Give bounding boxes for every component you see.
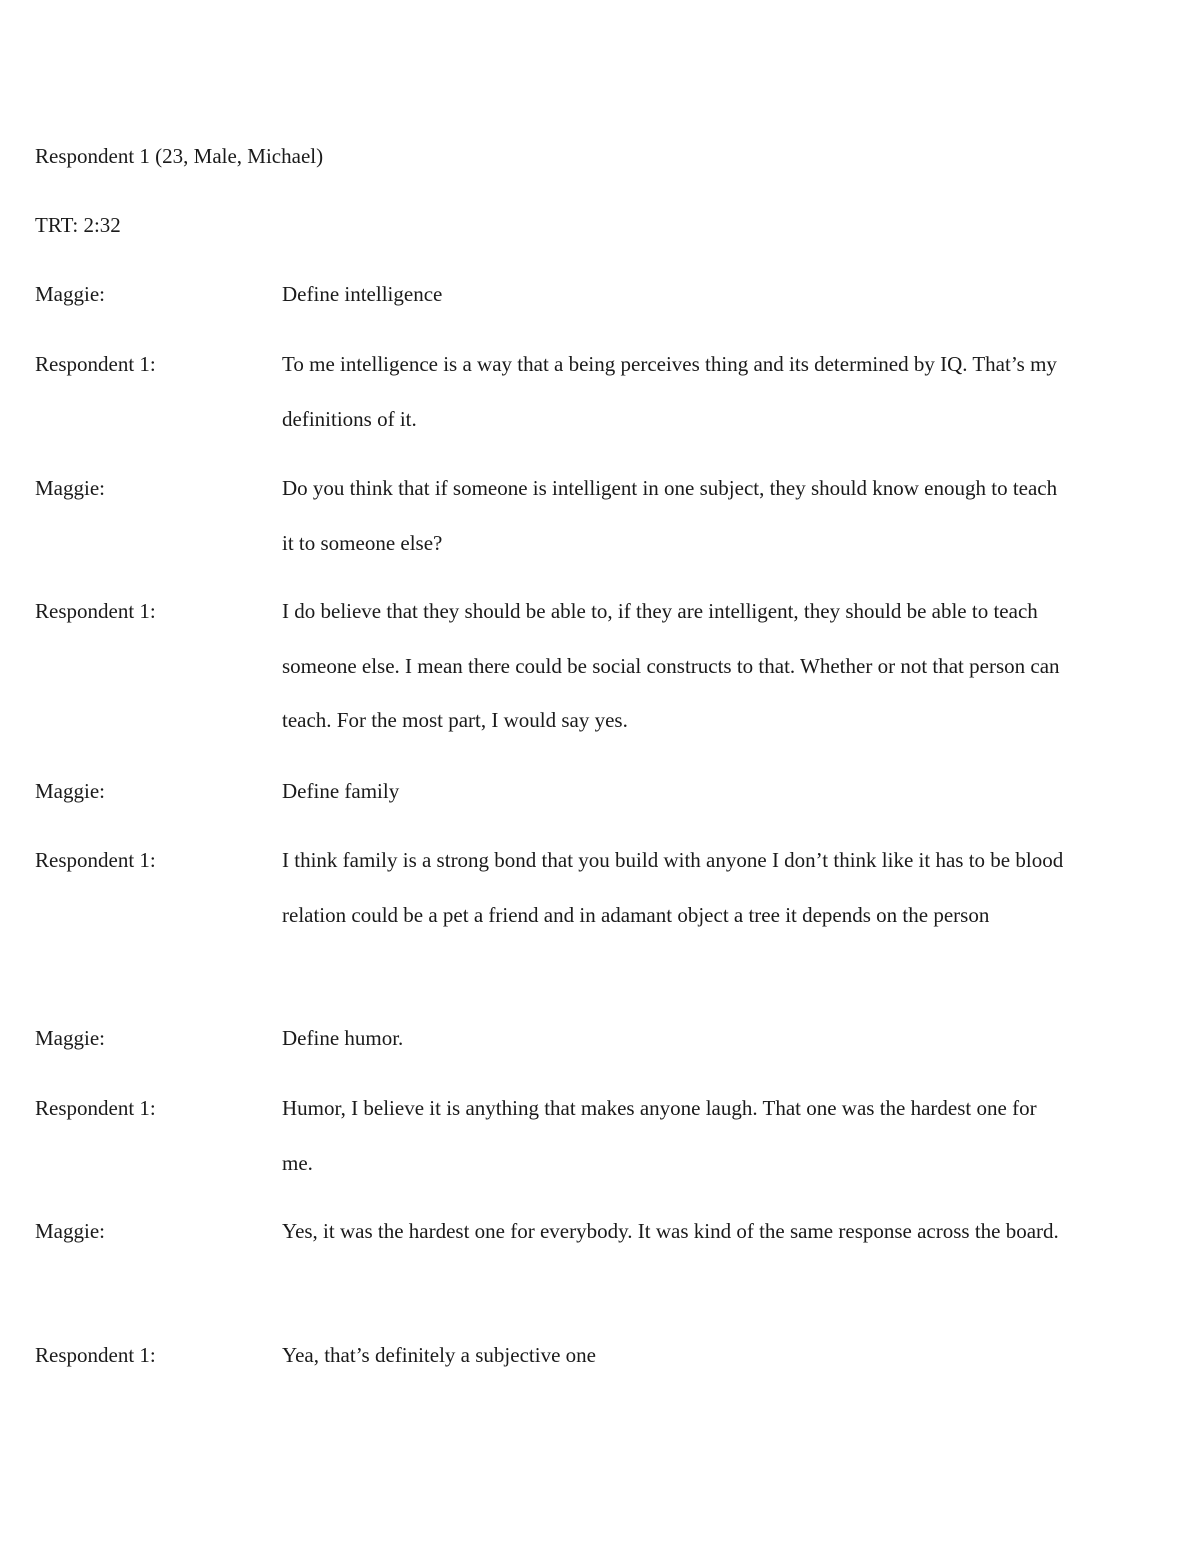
speaker-label: Respondent 1:	[35, 848, 156, 872]
trt-duration: TRT: 2:32	[35, 213, 121, 237]
speaker-label: Maggie:	[35, 1219, 105, 1243]
utterance-text: I do believe that they should be able to, if they are intelligent, they should be able to teach someone else. I mean there could be social constructs to that. Whether or not that person can teach. For the most part, I would say yes.	[282, 599, 1060, 732]
utterance-text: Define humor.	[282, 1026, 404, 1050]
utterance-text: Define family	[282, 779, 400, 803]
utterance-text: Yea, that’s definitely a subjective one	[282, 1343, 596, 1367]
utterance-text: I think family is a strong bond that you build with anyone I don’t think like it has to be blood relation could be a pet a friend and in adamant object a tree it depends on the person	[282, 848, 1064, 927]
speaker-label: Maggie:	[35, 779, 105, 803]
speaker-label: Respondent 1:	[35, 1096, 156, 1120]
utterance-text: Yes, it was the hardest one for everybody. It was kind of the same response across the board.	[282, 1219, 1059, 1243]
utterance-text: Do you think that if someone is intelligent in one subject, they should know enough to teach it to someone else?	[282, 476, 1058, 555]
speaker-label: Respondent 1:	[35, 352, 156, 376]
utterance-text: Humor, I believe it is anything that makes anyone laugh. That one was the hardest one for me.	[282, 1096, 1037, 1175]
speaker-label: Respondent 1:	[35, 1343, 156, 1367]
speaker-label: Maggie:	[35, 282, 105, 306]
speaker-label: Maggie:	[35, 476, 105, 500]
utterance-text: To me intelligence is a way that a being perceives thing and its determined by IQ. That’s my definitions of it.	[282, 352, 1057, 431]
speaker-label: Maggie:	[35, 1026, 105, 1050]
utterance-text: Define intelligence	[282, 282, 443, 306]
speaker-label: Respondent 1:	[35, 599, 156, 623]
respondent-header: Respondent 1 (23, Male, Michael)	[35, 144, 324, 168]
